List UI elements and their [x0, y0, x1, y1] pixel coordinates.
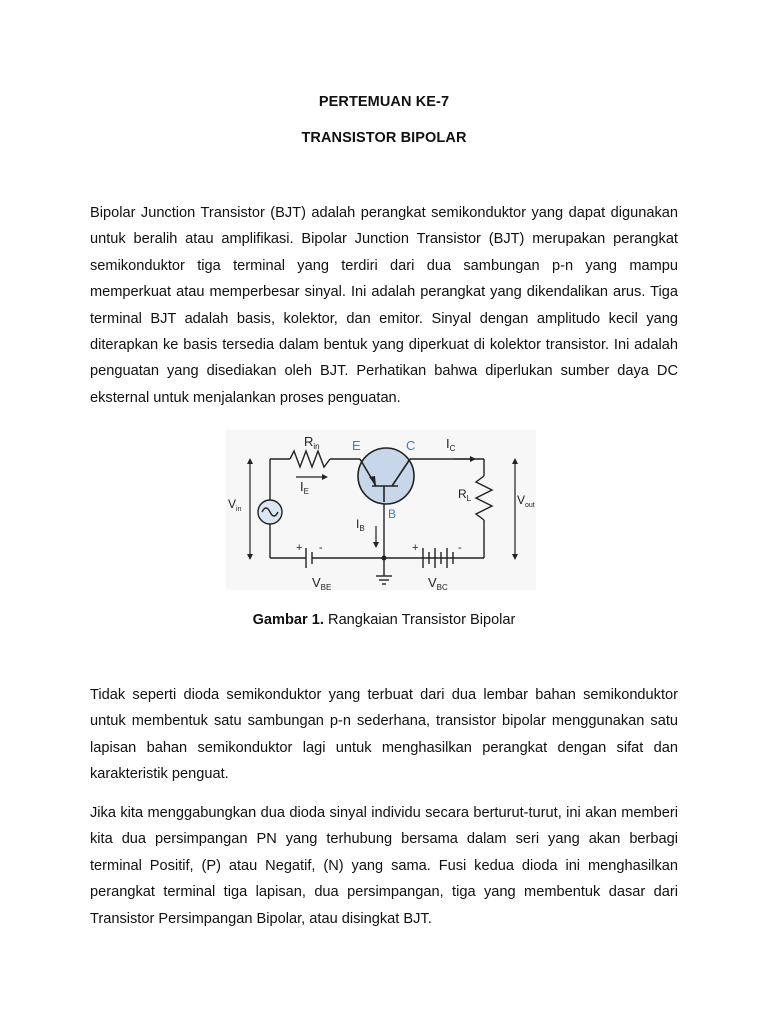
label-vbc: $V_{BC}$: [428, 575, 448, 590]
label-vbc-minus: -: [458, 542, 462, 554]
figure-bjt-circuit: [226, 430, 536, 590]
transistor-icon: [358, 448, 414, 504]
label-rl: $R_L$: [458, 487, 472, 503]
paragraph-junction: Jika kita menggabungkan dua dioda sinyal individu secara berturut-turut, ini akan memberi kita dua persimpangan PN yang terhubung bersama dalam seri yang akan berbagi terminal Positif, (P) atau Negatif, (N) yang sama. Fusi kedua dioda ini menghasilkan perangkat terminal tiga lapisan, dua persimpangan, tiga yang membentuk dasar dari Transistor Persimpangan Bipolar, atau disingkat BJT.: [90, 805, 678, 927]
figure-caption: [0, 612, 768, 628]
circuit-diagram: [226, 430, 536, 590]
label-collector: C: [406, 438, 416, 453]
paragraph-diode-comparison: Tidak seperti dioda semikonduktor yang terbuat dari dua lembar bahan semikonduktor untuk membentuk satu sambungan p-n sederhana, transistor bipolar menggunakan satu lapisan bahan semikonduktor lagi untuk menghasilkan perangkat dengan sifat dan karakteristik penguat.: [90, 687, 678, 783]
label-vout: $V_{out}$: [517, 493, 535, 509]
heading-title: TRANSISTOR BIPOLAR: [301, 130, 467, 146]
label-vbe-plus: +: [296, 542, 303, 554]
label-base: B: [388, 507, 397, 521]
label-emitter: E: [352, 438, 361, 453]
paragraph-intro: Bipolar Junction Transistor (BJT) adalah perangkat semikonduktor yang dapat digunakan untuk beralih atau amplifikasi. Bipolar Junction Transistor (BJT) merupakan perangkat semikonduktor tiga terminal yang terdiri dari dua sambungan p-n yang mampu memperkuat atau memperbesar sinyal. Ini adalah perangkat yang dikendalikan arus. Tiga terminal BJT adalah basis, kolektor, dan emitor. Sinyal dengan amplitudo kecil yang diterapkan ke basis tersedia dalam bentuk yang diperkuat di kolektor transistor. Ini adalah penguatan yang disediakan oleh BJT. Perhatikan bahwa diperlukan sumber daya DC eksternal untuk menjalankan proses penguatan.: [90, 205, 678, 406]
label-ic: $I_C$: [446, 436, 456, 453]
label-ie: $I_E$: [300, 479, 309, 496]
label-vbc-plus: +: [412, 542, 419, 554]
caption-text: Rangkaian Transistor Bipolar: [323, 612, 516, 628]
label-ib: $I_B$: [356, 517, 365, 533]
label-vbe: $V_{BE}$: [312, 575, 332, 590]
heading-meeting: PERTEMUAN KE-7: [318, 94, 450, 110]
label-rin: $R_{in}$: [304, 434, 320, 451]
label-vin: $V_{in}$: [228, 497, 242, 513]
label-vbe-minus: -: [319, 542, 323, 554]
caption-label: Gambar 1.: [252, 612, 324, 628]
